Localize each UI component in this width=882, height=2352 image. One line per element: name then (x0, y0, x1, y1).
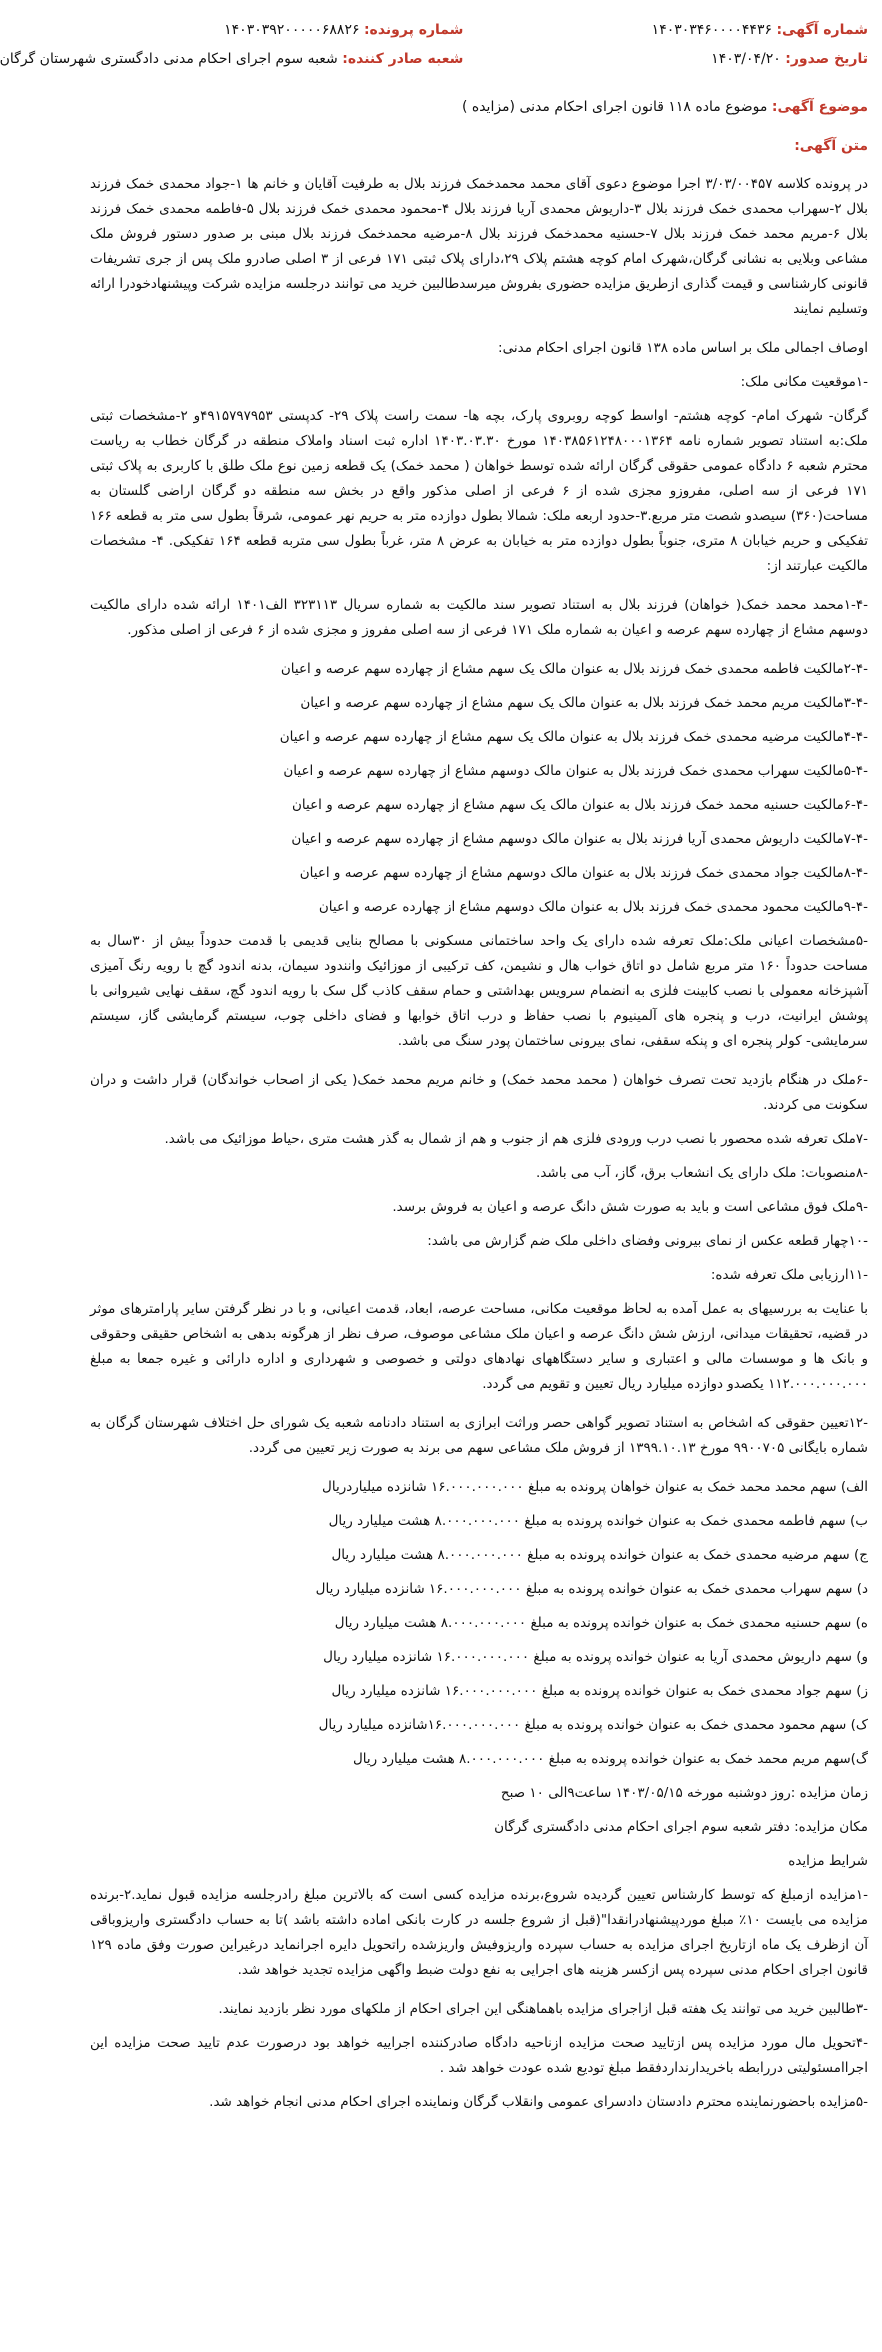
ad-body (90, 172, 868, 2115)
share-line: ک) سهم محمود محمدی خمک به عنوان خوانده پرونده به مبلغ ۱۶.۰۰۰.۰۰۰.۰۰۰شانزده میلیارد ریال (318, 1717, 868, 1733)
condition-item: -۴تحویل مال مورد مزایده پس ازتایید صحت مزایده ازناحیه دادگاه صادرکننده اجراییه خواهد بود درصورت عدم تایید صحت مزایده این اجراامسئولیتی دررابطه باخریدارنداردفقط مبلغ تودیع شده عودت خواهد شد . (90, 2035, 868, 2076)
share-line: الف) سهم محمد محمد خمک به عنوان خواهان پرونده به مبلغ ۱۶.۰۰۰.۰۰۰.۰۰۰ شانزده میلیاردریال (322, 1479, 868, 1495)
ownership-item: -۱-۴محمد محمد خمک( خواهان) فرزند بلال به استناد تصویر سند مالکیت به شماره سریال ۳۲۳۱۱۳ الف۱۴۰۱ ارائه شده دارای مالکیت دوسهم مشاع از چهارده سهم عرصه و اعیان به شماره ملک ۱۷۱ فرعی از سه اصلی مفروز و مجزی شده از ۶ فرعی از اصلی مذکور. (90, 597, 868, 638)
ad-number-row (495, 16, 868, 45)
enclosure-paragraph: -۷ملک تعرفه شده محصور با نصب درب ورودی فلزی هم از جنوب و هم از شمال به گذر هشت متری ،حیاط موزائیک می باشد. (164, 1131, 868, 1147)
property-description-heading: اوصاف اجمالی ملک بر اساس ماده ۱۳۸ قانون اجرای احکام مدنی: (498, 340, 868, 356)
subject-label: موضوع آگهی: (771, 99, 868, 115)
share-line: ب) سهم فاطمه محمدی خمک به عنوان خوانده پرونده به مبلغ ۸.۰۰۰.۰۰۰.۰۰۰ هشت میلیارد ریال (328, 1513, 868, 1529)
valuation-paragraph: با عنایت به بررسیهای به عمل آمده به لحاظ موقعیت مکانی، مساحت عرصه، ابعاد، قدمت اعیانی، و با در نظر گرفتن سایر پارامترهای موثر در قضیه، تحقیقات میدانی، ارزش شش دانگ عرصه و اعیان ملک مشاعی موصوف، صرف نظر از هرگونه بدهی به اشخاص حقیقی وحقوقی و بانک ها و موسسات مالی و اعتباری و سایر دستگاههای نهادهای دولتی و خصوصی و شهرداری و اداره دارائی و غیره جمعا به مبلغ ۱۱۲.۰۰۰.۰۰۰.۰۰۰ یکصدو دوازده میلیارد ریال تعیین و تقویم می گردد. (90, 1301, 868, 1392)
photos-paragraph: -۱۰چهار قطعه عکس از نمای بیرونی وفضای داخلی ملک ضم گزارش می باشد: (427, 1233, 868, 1249)
share-line: د) سهم سهراب محمدی خمک به عنوان خوانده پرونده به مبلغ ۱۶.۰۰۰.۰۰۰.۰۰۰ شانزده میلیارد ریال (315, 1581, 868, 1597)
ownership-item: -۹-۴مالکیت محمود محمدی خمک فرزند بلال به عنوان مالک دوسهم مشاع از چهارده عرصه و اعیان (318, 899, 868, 915)
utilities-paragraph: -۸منصوبات: ملک دارای یک انشعاب برق، گاز، آب می باشد. (536, 1165, 868, 1181)
share-line: ه) سهم حسنیه محمدی خمک به عنوان خوانده پرونده به مبلغ ۸.۰۰۰.۰۰۰.۰۰۰ هشت میلیارد ریال (334, 1615, 868, 1631)
issuer-label: شعبه صادر کننده: (342, 51, 464, 67)
issuer-value: شعبه سوم اجرای احکام مدنی دادگستری شهرستان گرگان (0, 51, 338, 67)
ownership-item: -۲-۴مالکیت فاطمه محمدی خمک فرزند بلال به عنوان مالک یک سهم مشاع از چهارده سهم عرصه و اعیان (280, 661, 868, 677)
building-specs-paragraph: -۵مشخصات اعیانی ملک:ملک تعرفه شده دارای یک واحد ساختمانی مسکونی با مصالح بنایی قدیمی با قدمت حدوداً بیش از ۳۰سال به مساحت حدوداً ۱۶۰ متر مربع شامل دو اتاق خواب هال و نشیمن، کف ترکیبی از موزائیک وانندود سیمان، بدنه اندود گچ با رویه رنگ آمیزی آشپزخانه معمولی با نصب کابینت فلزی به انضمام سرویس بهداشتی و حمام سقف کاذب گل سک با رویه اندود گچ، سقف نهایی شیروانی با پوشش ایرانیت، درب و پنجره های آلمینیوم با نصب حفاظ و درب اتاق خوابها و فضای داخلی چوب، سیستم گرمایشی گاز، سیستم سرمایشی- کولر پنجره ای و پنکه سقفی، نمای بیرونی ساختمان پودر سنگ می باشد. (90, 933, 869, 1049)
ad-header (0, 0, 868, 74)
file-number-value: ۱۴۰۳۰۳۹۲۰۰۰۰۰۶۸۸۲۶ (224, 22, 360, 38)
condition-item: -۳طالبین خرید می توانند یک هفته قبل ازاجرای مزایده باهماهنگی این اجرای احکام از ملکهای مورد نظر بازدید نمایند. (218, 2001, 868, 2017)
file-number-label: شماره پرونده: (363, 22, 464, 38)
issuer-row (0, 45, 464, 74)
issue-date-value: ۱۴۰۳/۰۴/۲۰ (711, 51, 781, 67)
ownership-item: -۷-۴مالکیت داریوش محمدی آریا فرزند بلال به عنوان مالک دوسهم مشاع از چهارده سهم عرصه و اعیان (291, 831, 868, 847)
share-line: ز) سهم جواد محمدی خمک به عنوان خوانده پرونده به مبلغ ۱۶.۰۰۰.۰۰۰.۰۰۰ شانزده میلیارد ریال (331, 1683, 868, 1699)
intro-paragraph: در پرونده کلاسه ۳/۰۳/۰۰۴۵۷ اجرا موضوع دعوی آقای محمد محمدخمک فرزند بلال به طرفیت آقایان و خانم ها ۱-جواد محمدی خمک فرزند بلال ۲-سهراب محمدی خمک فرزند بلال ۳-داریوش محمدی آریا فرزند بلال ۴-محمود محمدی خمک فرزند بلال ۵-فاطمه محمدی خمک فرزند بلال ۶-مریم محمد خمک فرزند بلال ۷-حسنیه محمدخمک فرزند بلال ۸-مرضیه محمدخمک فرزند بلال مبنی بر صدور دستور فروش ملک مشاعی وبلایی به نشانی گرگان،شهرک امام کوچه هشتم پلاک ۲۹،دارای پلاک ثبتی ۱۷۱ فرعی از ۳ اصلی صادرو ملک پس از جری تشریفات قانونی کارشناسی و قیمت گذاری ازطریق مزایده حضوری بفروش میرسدطالبین خرید می توانند درجلسه مزایده شرکت وپیشنهادخودرا ارائه وتسلیم نمایند (90, 176, 869, 317)
ad-text-label: متن آگهی: (794, 138, 868, 154)
share-line: گ)سهم مریم محمد خمک به عنوان خوانده پرونده به مبلغ ۸.۰۰۰.۰۰۰.۰۰۰ هشت میلیارد ریال (353, 1751, 868, 1767)
auction-conditions-heading: شرایط مزایده (788, 1853, 868, 1869)
issue-date-row (495, 45, 868, 74)
location-heading: -۱موقعیت مکانی ملک: (740, 374, 868, 390)
ownership-item: -۴-۴مالکیت مرضیه محمدی خمک فرزند بلال به عنوان مالک یک سهم مشاع از چهارده سهم عرصه و اعیان (279, 729, 868, 745)
header-right-column (495, 16, 868, 74)
location-paragraph: گرگان- شهرک امام- کوچه هشتم- اواسط کوچه روبروی پارک، بچه ها- سمت راست پلاک ۲۹- کدپستی ۴۹۱۵۷۹۷۹۵۳و ۲-مشخصات ثبتی ملک:به استناد تصویر شماره نامه ۱۴۰۳۸۵۶۱۲۴۸۰۰۰۱۳۶۴ مورخ ۱۴۰۳.۰۳.۳۰ اداره ثبت اسناد واملاک منطقه در گرگان خطاب به ریاست محترم شعبه ۶ دادگاه عمومی حقوقی گرگان ارائه شده توسط خواهان ( محمد خمک) یک قطعه زمین نوع ملک طلق با کاربری به پلاک ثبتی ۱۷۱ فرعی از سه اصلی، مفروزو مجزی شده از ۶ فرعی از اصلی مذکور واقع در بخش سه منطقه دو گرگان اراضی گلستان به مساحت(۳۶۰) سیصدو شصت متر مربع.۳-حدود اربعه ملک: شمالا بطول دوازده متر به حریم نهر عمومی، شرقاً بطول سی متر به قطعه ۱۶۶ تفکیکی و حریم خیابان ۸ متری، جنوباً بطول دوازده متر به خیابان به عرض ۸ متر، غرباً بطول سی متربه قطعه ۱۶۴ تفکیکی. ۴- مشخصات مالکیت عبارتند از: (90, 408, 868, 574)
auction-time: زمان مزایده :روز دوشنبه مورخه ۱۴۰۳/۰۵/۱۵ ساعت۹الی ۱۰ صبح (500, 1785, 868, 1801)
header-left-column (0, 16, 464, 74)
condition-item: -۱مزایده ازمبلغ که توسط کارشناس تعیین گردیده شروع،برنده مزایده کسی است که بالاترین مبلغ رادرجلسه مزایده قبول نماید.۲-برنده مزایده می بایست ۱۰٪ مبلغ موردپیشنهادرانقدا"(قبل از شروع جلسه در کارت بانکی اماده داشته باشد )تا به حساب دادگستری واریزوباقی آن ازظرف یک ماه ازتاریخ اجرای مزایده به حساب سپرده واریزوفیش واریزشده راتحویل دایره اجرانماید درغیراین صورت وفق ماده ۱۲۹ قانون اجرای احکام مدنی سپرده پس ازکسر هزینه های اجرایی به نفع دولت ضبط واگهی مزایده تجدید خواهد شد. (90, 1887, 868, 1978)
condition-item: -۵مزایده باحضورنماینده محترم دادستان دادسرای عمومی وانقلاب گرگان ونماینده اجرای احکام مدنی انجام خواهد شد. (209, 2094, 868, 2110)
valuation-heading: -۱۱ارزیابی ملک تعرفه شده: (710, 1267, 868, 1283)
ownership-item: -۳-۴مالکیت مریم محمد خمک فرزند بلال به عنوان مالک یک سهم مشاع از چهارده سهم عرصه و اعیان (300, 695, 868, 711)
shares-intro-paragraph: -۱۲تعیین حقوقی که اشخاص به استناد تصویر گواهی حصر وراثت ابرازی به استناد دادنامه شعبه یک شورای حل اختلاف شهرستان گرگان به شماره بایگانی ۹۹۰۰۷۰۵ مورخ ۱۳۹۹.۱۰.۱۳ از فروش ملک مشاعی سهم می برند به صورت زیر تعیین می گردد. (90, 1415, 868, 1456)
share-line: و) سهم داریوش محمدی آریا به عنوان خوانده پرونده به مبلغ ۱۶.۰۰۰.۰۰۰.۰۰۰ شانزده میلیارد ریال (323, 1649, 868, 1665)
ad-number-value: ۱۴۰۳۰۳۴۶۰۰۰۰۴۴۳۶ (651, 22, 772, 38)
subject-value: موضوع ماده ۱۱۸ قانون اجرای احکام مدنی (مزایده ) (461, 99, 768, 115)
auction-place: مکان مزایده: دفتر شعبه سوم اجرای احکام مدنی دادگستری گرگان (494, 1819, 868, 1835)
ad-subject (90, 94, 868, 120)
share-line: ج) سهم مرضیه محمدی خمک به عنوان خوانده پرونده به مبلغ ۸.۰۰۰.۰۰۰.۰۰۰ هشت میلیارد ریال (331, 1547, 868, 1563)
issue-date-label: تاریخ صدور: (785, 51, 868, 67)
ad-number-label: شماره آگهی: (776, 22, 868, 38)
shared-ownership-paragraph: -۹ملک فوق مشاعی است و باید به صورت شش دانگ عرصه و اعیان به فروش برسد. (392, 1199, 868, 1215)
ownership-item: -۶-۴مالکیت حسنیه محمد خمک فرزند بلال به عنوان مالک یک سهم مشاع از چهارده سهم عرصه و اعیان (292, 797, 868, 813)
file-number-row (90, 16, 463, 45)
ownership-item: -۵-۴مالکیت سهراب محمدی خمک فرزند بلال به عنوان مالک دوسهم مشاع از چهارده سهم عرصه و اعیان (283, 763, 868, 779)
ownership-item: -۸-۴مالکیت جواد محمدی خمک فرزند بلال به عنوان مالک دوسهم مشاع از چهارده سهم عرصه و اعیان (299, 865, 868, 881)
occupancy-paragraph: -۶ملک در هنگام بازدید تحت تصرف خواهان ( محمد محمد خمک) و خانم مریم محمد خمک( یکی از اصحاب خواندگان) قرار داشت و دران سکونت می کردند. (90, 1072, 868, 1113)
